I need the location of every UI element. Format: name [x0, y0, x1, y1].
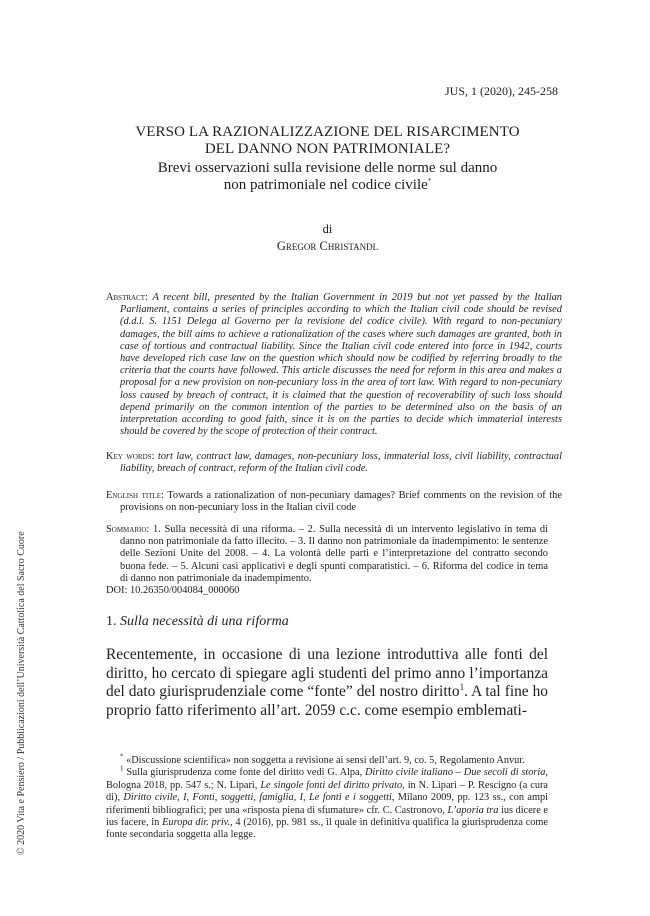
subtitle-footnote-mark[interactable]: *	[427, 177, 432, 185]
footnote-star-mark: *	[120, 752, 124, 761]
footnote-1	[106, 764, 549, 841]
abstract-text: A recent bill, presented by the Italian Government in 2019 but not yet passed by the Italian Parliament, contains a series of principles according to which the Italian civil code should be revised (d.d.l. S. 1151 Delega al Governo per la revisione del codice civile). With regard to non-pecuniary damages, the bill aims to achieve a rationalization of the cases where such damages are granted, both in case of tortious and contractual liability. Since the Italian civil code entered into force in 1942, courts have developed rich case law on the question which should now be codified by referring broadly to the criteria that the courts have followed. This article discusses the need for reform in this area and makes a proposal for a new provision on non-pecuniary loss in the area of tort law. With regard to non-pecuniary loss caused by breach of contract, it is claimed that the question of recoverability of such loss should depend primarily on the common intention of the parties to be determined also on the basis of an interpretation according to good faith, since it is on the parties to decide which immaterial interests should be covered by the scope of protection of their contract.	[120, 292, 562, 438]
author-block	[105, 222, 550, 254]
article-title-block	[105, 124, 550, 194]
footnote-1-italic-2: Le singole fonti del diritto privato	[260, 779, 403, 791]
sommario-text: 1. Sulla necessità di una riforma. – 2. Sulla necessità di un intervento legislativo in tema di danno non patrimoniale da fatto illecito. – 3. Il danno non patrimoniale da inadempimento: le sentenze delle Sezioni Unite del 2008. – 4. La volontà delle parti e l’interpretazione del contratto secondo buona fede. – 5. Alcuni casi applicativi e degli spunti comparatistici. – 6. Riforma del codice in tema di danno non patrimoniale da inadempimento.	[120, 524, 548, 584]
copyright-sidebar: © 2020 Vita e Pensiero / Pubblicazioni dell’Università Cattolica del Sacro Cuore	[16, 531, 27, 855]
footnote-1-text-4: , Milano 2009, pp. 123 ss., con ampi riferimenti bibliografici; per una «risposta piena di sfumature» cfr. C. Castronovo,	[106, 792, 548, 816]
sommario	[106, 524, 548, 597]
footnote-1-mark: 1	[120, 764, 124, 773]
footnote-1-text-5: ius dicere e ius facere, in	[106, 804, 549, 829]
sommario-label: Sommario:	[106, 524, 150, 535]
footnote-1-text-3: , in N. Lipari – P. Rescigno (a cura di),	[106, 779, 548, 804]
section-heading	[106, 614, 289, 630]
author-name: Gregor Christandl	[276, 239, 379, 253]
title-line-2: DEL DANNO NON PATRIMONIALE?	[204, 141, 451, 157]
abstract	[106, 292, 562, 438]
keywords-label: Key words:	[106, 451, 155, 462]
english-title	[106, 490, 562, 514]
section-title: Sulla necessità di una riforma	[120, 614, 289, 629]
journal-reference: JUS, 1 (2020), 245-258	[445, 84, 558, 98]
article-title	[105, 124, 550, 158]
keywords	[106, 451, 562, 475]
body-footnote-mark[interactable]: 1	[459, 682, 465, 693]
doi[interactable]: DOI: 10.26350/004084_000060	[106, 585, 240, 597]
title-line-1: VERSO LA RAZIONALIZZAZIONE DEL RISARCIMENTO	[135, 124, 520, 140]
footnote-1-text-6: , 4 (2016), pp. 981 ss., il quale in definitiva qualifica la giurisprudenza come fonte secondaria soggetta alla legge.	[106, 817, 548, 841]
english-title-label: English title:	[106, 490, 164, 501]
footnote-1-text-1: Sulla giurisprudenza come fonte del diritto vedi G. Alpa,	[126, 767, 365, 779]
footnote-star-text: «Discussione scientifica» non soggetta a revisione ai sensi dell’art. 9, co. 5, Regolamento Anvur.	[126, 755, 525, 766]
author-preposition: di	[322, 222, 333, 236]
keywords-text: tort law, contract law, damages, non-pecuniary loss, immaterial loss, civil liability, contractual liability, breach of contract, reform of the Italian civil code.	[120, 451, 562, 475]
footnote-1-text-2: , Bologna 2018, pp. 547 s.; N. Lipari,	[106, 767, 548, 791]
subtitle-line-2: non patrimoniale nel codice civile	[223, 177, 428, 193]
subtitle-line-1: Brevi osservazioni sulla revisione delle norme sul danno	[157, 160, 498, 176]
body-text-part-1: Recentemente, in occasione di una lezione introduttiva alle fonti del diritto, ho cercato di spiegare agli studenti del primo anno l’importanza del dato giurisprudenziale come “fonte” del nostro diritto	[106, 646, 548, 701]
footnote-1-italic-1: Diritto civile italiano – Due secoli di storia	[364, 767, 546, 779]
body-text-part-2: . A tal fine ho proprio fatto riferimento all’art. 2059 c.c. come esempio emblemati-	[106, 683, 548, 719]
footnote-star	[106, 752, 548, 767]
body-paragraph	[106, 646, 548, 720]
abstract-label: Abstract:	[106, 292, 148, 303]
article-subtitle	[105, 160, 550, 194]
footnote-1-italic-5: Europa dir. priv.	[162, 817, 231, 829]
footnote-1-italic-3: Diritto civile, I, Fonti, soggetti, famiglia, I, Le fonti e i soggetti	[123, 792, 392, 804]
footnotes	[106, 752, 549, 842]
english-title-text: Towards a rationalization of non-pecuniary damages? Brief comments on the revision of the provisions on non-pecuniary loss in the Italian civil code	[120, 490, 562, 514]
footnote-1-italic-4: L’aporia tra	[447, 804, 499, 816]
section-number: 1.	[106, 614, 117, 629]
sommario-contents	[106, 524, 548, 585]
